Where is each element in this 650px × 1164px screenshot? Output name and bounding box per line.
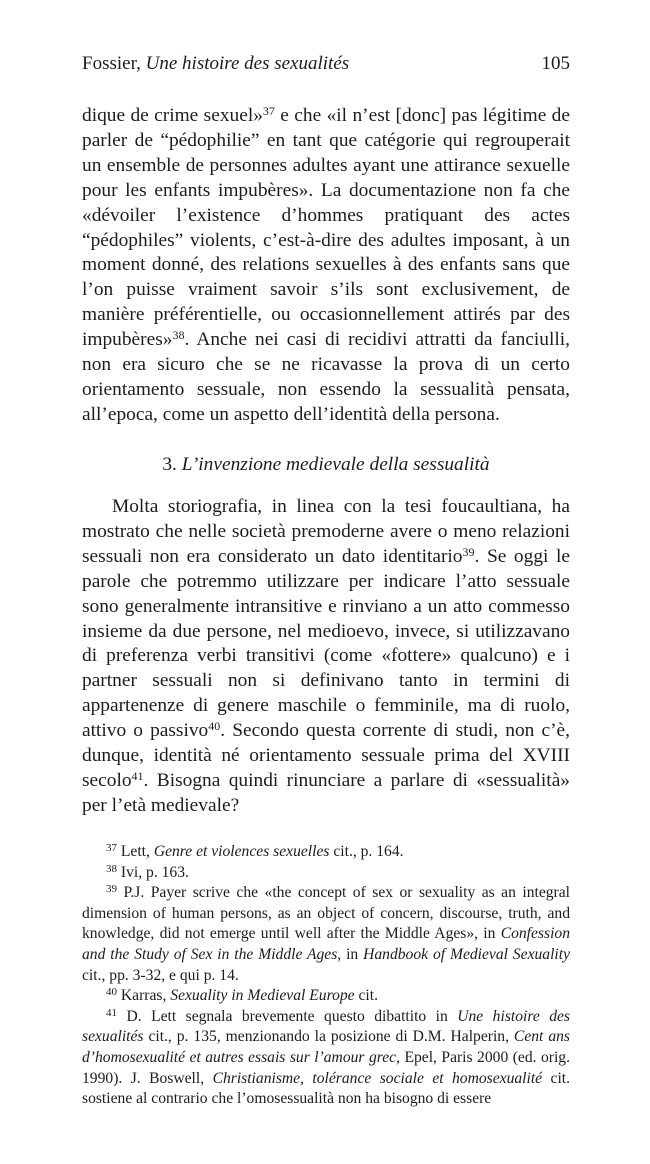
text-run: D. Lett segnala brevemente questo dibattito in xyxy=(117,1007,458,1025)
footnote-number: 37 xyxy=(106,842,117,854)
section-number: 3. xyxy=(162,454,177,475)
cited-title: Handbook of Medieval Sexuality xyxy=(363,945,570,963)
text-run: , Epel, Paris 2000 (ed. orig. 1990). J. Boswell, xyxy=(82,1048,570,1087)
text-run: cit., p. 135, menzionando la posizione di D.M. Halperin, xyxy=(143,1028,514,1046)
footnote-ref-39[interactable]: 39 xyxy=(462,544,475,559)
footnote-number: 40 xyxy=(106,986,117,999)
footnote-ref-37[interactable]: 37 xyxy=(262,104,275,118)
body-paragraph-1 xyxy=(82,104,570,428)
text-run: Ivi, p. 163. xyxy=(117,863,189,881)
text-run: Molta storiografia, in linea con la tesi foucaultiana, ha mostrato che nelle società premoderne avere o meno relazioni sessuali non era considerato un dato identitario xyxy=(82,496,570,567)
cited-title: Sexuality in Medieval Europe xyxy=(170,987,355,1005)
text-run: P.J. Payer scrive che «the concept of sex or sexuality as an integral dimension of human persons, as an object of concern, discourse, truth, and knowledge, did not emerge until well after the Middle Ages», in xyxy=(82,884,570,943)
footnote-number: 39 xyxy=(106,883,117,896)
cited-title: Une histoire des sexualités xyxy=(82,1007,571,1046)
section-heading xyxy=(82,452,570,477)
cited-title: Genre et violences sexuelles xyxy=(153,843,330,860)
text-run: , in xyxy=(337,945,364,963)
text-run: cit., pp. 3-32, e qui p. 14. xyxy=(82,966,239,984)
text-run: e che «il n’est [donc] pas légitime de parler de “pédophilie” en tant que catégorie qui regrouperait un ensemble de personnes adultes ayant une attirance sexuelle pour les enfants impubères». La documentazione non fa che «dévoiler l’existence d’hommes pratiquant des actes “pédophiles” violents, c’est-à-dire des adultes imposant, à un moment donné, des relations sexuelles à des enfants sans que l’on puisse vraiment savoir s’ils sont exclusivement, de manière préférentielle, ou occasionnellement attirés par des impubères» xyxy=(82,105,570,351)
text-run: Karras, xyxy=(117,987,171,1005)
page-number: 105 xyxy=(541,53,570,74)
footnote-41 xyxy=(82,1007,570,1110)
text-run: . Anche nei casi di recidivi attratti da fanciulli, non era sicuro che se ne ricavasse la prova di un certo orientamento sessuale, non essendo la sessualità pensata, all’epoca, come un aspetto dell’identità della persona. xyxy=(82,329,570,425)
text-run: cit. xyxy=(354,987,378,1005)
footnote-number: 38 xyxy=(106,862,117,875)
footnote-37 xyxy=(82,842,570,863)
text-run: . Se oggi le parole che potremmo utilizzare per indicare l’atto sessuale sono generalmente intransitive e rinviano a un atto commesso insieme da due persone, nel medioevo, invece, si utilizzavano di preferenza verbi transitivi (come «fottere» qualcuno) e i partner sessuali non si definivano tanto in termini di appartenenze di genere maschile o femminile, ma di ruolo, attivo o passivo xyxy=(82,545,570,742)
body-paragraph-2 xyxy=(82,495,570,819)
footnote-ref-40[interactable]: 40 xyxy=(208,719,221,734)
cited-title: Christianisme, tolérance sociale et homosexualité xyxy=(212,1069,543,1087)
section-title: L’invenzione medievale della sessualità xyxy=(181,454,490,475)
text-run: cit. sostiene al contrario che l’omosessualità non ha bisogno di essere xyxy=(82,1069,571,1108)
text-run: . Secondo questa corrente di studi, non c’è, dunque, identità né orientamento sessuale prima del XVIII secolo xyxy=(82,720,570,791)
running-head-author: Fossier, xyxy=(82,53,141,74)
cited-title: Cent ans d’homosexualité et autres essais sur l’amour grec xyxy=(82,1028,570,1066)
footnote-39 xyxy=(82,883,570,986)
running-head xyxy=(82,52,570,76)
footnotes xyxy=(82,842,570,1110)
text-run: Lett, xyxy=(117,843,154,860)
footnote-ref-41[interactable]: 41 xyxy=(131,768,144,783)
footnote-ref-38[interactable]: 38 xyxy=(172,328,185,343)
footnote-number: 41 xyxy=(106,1006,117,1019)
text-run: dique de crime sexuel» xyxy=(82,105,263,126)
running-head-title: Une histoire des sexualités xyxy=(145,53,350,74)
footnote-40 xyxy=(82,986,570,1007)
text-run: cit., p. 164. xyxy=(329,843,404,860)
cited-title: Confession and the Study of Sex in the Middle Ages xyxy=(82,925,570,963)
footnote-38 xyxy=(82,863,570,884)
text-run: . Bisogna quindi rinunciare a parlare di «sessualità» per l’età medievale? xyxy=(82,769,570,816)
